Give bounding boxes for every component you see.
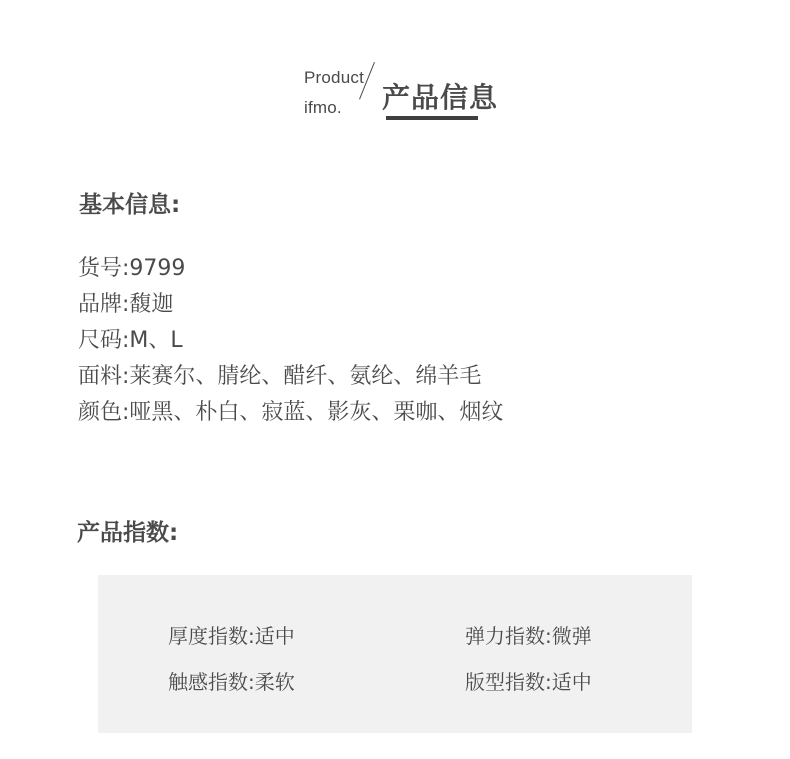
header-title: 产品信息: [382, 81, 499, 114]
header-underline: [386, 116, 478, 120]
basic-info-list: [78, 251, 718, 431]
index-item-thickness: [168, 620, 295, 649]
info-value: M、L: [129, 328, 183, 353]
header-english-line-2: ifmo.: [304, 98, 342, 117]
info-value: 莱赛尔、腈纶、醋纤、氨纶、绵羊毛: [129, 364, 482, 389]
index-value: 适中: [254, 624, 295, 648]
info-item-size: [78, 323, 718, 359]
info-item-brand: [78, 287, 718, 323]
header-english-line-1: Product: [304, 68, 364, 87]
index-item-elasticity: [465, 620, 592, 649]
info-item-article-number: [78, 251, 718, 287]
index-item-fit: [465, 666, 592, 695]
index-label: 版型指数:: [465, 670, 552, 694]
info-item-color: [78, 395, 718, 431]
product-index-title: 产品指数:: [77, 520, 179, 546]
info-label: 颜色:: [78, 400, 130, 425]
info-label: 货号:: [78, 256, 130, 281]
info-value: 馥迦: [129, 292, 174, 317]
product-info-header: [304, 64, 524, 134]
index-value: 适中: [551, 670, 592, 694]
info-value: 9799: [129, 256, 186, 281]
index-item-touch: [168, 666, 295, 695]
index-label: 厚度指数:: [168, 624, 255, 648]
info-item-fabric: [78, 359, 718, 395]
info-value: 哑黑、朴白、寂蓝、影灰、栗咖、烟纹: [129, 400, 504, 425]
index-value: 微弹: [551, 624, 592, 648]
index-label: 弹力指数:: [465, 624, 552, 648]
index-label: 触感指数:: [168, 670, 255, 694]
info-label: 尺码:: [78, 328, 130, 353]
info-label: 面料:: [78, 364, 130, 389]
product-index-panel: [98, 575, 692, 733]
index-value: 柔软: [254, 670, 295, 694]
info-label: 品牌:: [78, 292, 130, 317]
basic-info-title: 基本信息:: [79, 192, 181, 218]
